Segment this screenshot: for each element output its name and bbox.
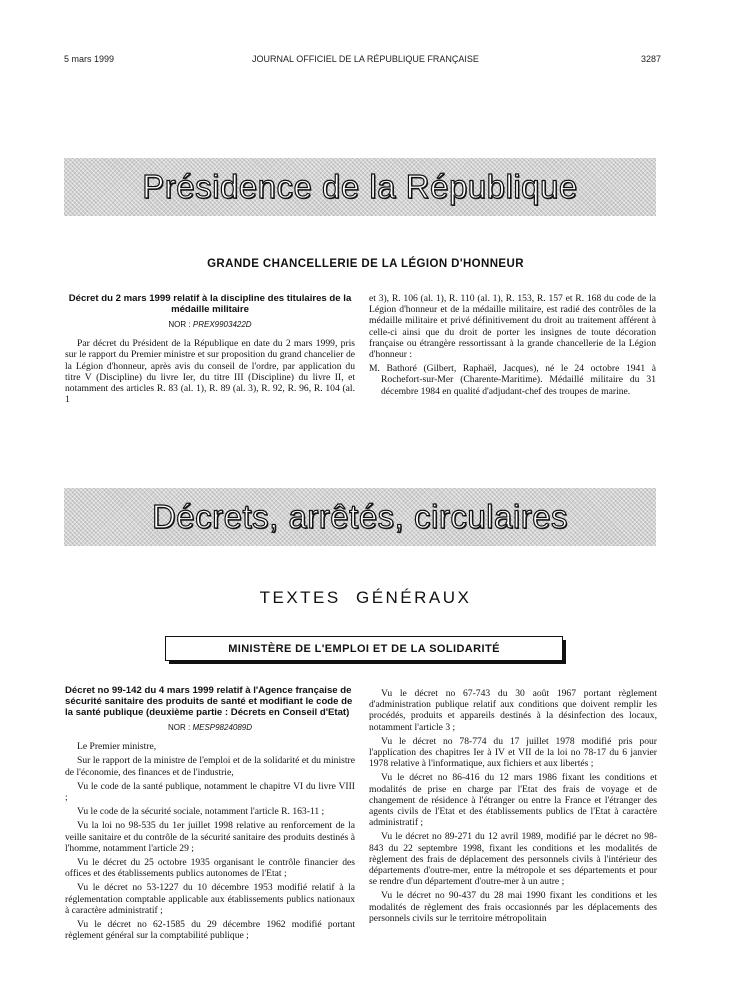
visa-paragraph: Vu la loi no 98-535 du 1er juillet 1998 relative au renforcement de la veille sanitaire et du contrôle de la sécurité sanitaire des produits destinés à l'homme, notamment l'article 29 ; <box>65 820 355 854</box>
visa-paragraph: Vu le décret no 86-416 du 12 mars 1986 fixant les conditions et modalités de prise en charge par l'Etat des frais de voyage et de changement de résidence à l'étranger ou entre la France et l'étranger des agents civils de l'Etat et des établissements publics de l'Etat à caractère administratif ; <box>369 772 657 829</box>
nor-code: PREX9903422D <box>192 320 252 329</box>
nor-code: MESP9824089D <box>192 723 253 732</box>
visa-paragraph: Vu le décret no 78-774 du 17 juillet 1978 modifié pris pour l'application des chapitres Ier à IV et VII de la loi no 78-17 du 6 janvier 1978 relative à l'informatique, aux fichiers et aux libertés ; <box>369 735 657 770</box>
decree-2-title: Décret no 99-142 du 4 mars 1999 relatif à l'Agence française de sécurité sanitaire des produits de santé et modifiant le code de la santé publique (deuxième partie : Décrets en Conseil d'Etat) <box>65 685 353 718</box>
banner-presidence: Présidence de la République <box>64 158 656 216</box>
visa-paragraph: Vu le décret no 90-437 du 28 mai 1990 fixant les conditions et les modalités de règlement des frais occasionnés par les déplacements des personnels civils sur le territoire métropolitain <box>369 890 657 924</box>
visa-paragraph: Vu le code de la santé publique, notamment le chapitre VI du livre VIII ; <box>65 780 355 804</box>
decree-1-nor <box>65 319 355 330</box>
visa-paragraph: Vu le décret no 62-1585 du 29 décembre 1962 modifié portant règlement général sur la comptabilité publique ; <box>65 919 355 942</box>
decree-1-paragraph: Par décret du Président de la République en date du 2 mars 1999, pris sur le rapport du Premier ministre et sur proposition du grand chancelier de la Légion d'honneur, après avis du conseil de l'ordre, par application du titre V (Discipline) du livre Ier, du titre III (Discipline) du livre II, et notamment des articles R. 83 (al. 1), R. 89 (al. 3), R. 92, R. 96, R. 104 (al. 1 <box>65 338 355 406</box>
decree-2-nor <box>65 722 355 733</box>
journal-title: JOURNAL OFFICIEL DE LA RÉPUBLIQUE FRANÇAISE <box>252 54 479 64</box>
visa-paragraph: Vu le décret no 53-1227 du 10 décembre 1953 modifié relatif à la réglementation comptable applicable aux établissements publics nationaux à caractère administratif ; <box>65 882 355 916</box>
section-title-legion-honneur: GRANDE CHANCELLERIE DE LA LÉGION D'HONNEUR <box>207 258 524 270</box>
generaux-word: GÉNÉRAUX <box>355 588 472 607</box>
decree-1-left-column <box>65 293 355 408</box>
textes-word: TEXTES <box>259 588 341 607</box>
visa-paragraph: Vu le code de la sécurité sociale, notamment l'article R. 163-11 ; <box>77 806 325 818</box>
decree-1-title: Décret du 2 mars 1999 relatif à la discipline des titulaires de la médaille militaire <box>68 293 352 315</box>
visa-paragraph: Vu le décret no 67-743 du 30 août 1967 portant règlement d'administration publique relatif aux conditions que doivent remplir les procédés, produits et appareils destinés à la désinfection des locaux, notamment l'article 3 ; <box>369 688 657 733</box>
banner-decrets: Décrets, arrêtés, circulaires <box>64 488 656 546</box>
nor-label: NOR : <box>168 320 191 329</box>
visa-paragraph: Vu le décret no 89-271 du 12 avril 1989, modifié par le décret no 98-843 du 22 septembre 1998, fixant les conditions et les modalités de règlement des frais de déplacement des personnels civils à l'intérieur des départements d'outre-mer, entre la métropole et ses départements et pour se rendre d'un département d'outre-mer à un autre ; <box>369 831 657 888</box>
decree-2-left-column <box>65 685 355 944</box>
decree-1-person: M. Bathoré (Gilbert, Raphaël, Jacques), né le 24 octobre 1941 à Rochefort-sur-Mer (Charente-Maritime). Médaillé militaire du 31 décembre 1984 en qualité d'adjudant-chef des troupes de marine. <box>369 363 656 397</box>
decree-1-paragraph-continued: et 3), R. 106 (al. 1), R. 110 (al. 1), R. 153, R. 157 et R. 168 du code de la Légion d'honneur et de la médaille militaire, est radié des contrôles de la médaille militaire et privé définitivement du droit au traitement afférent à celle-ci ainsi que du droit de porter les insignes de toute décoration française ou étrangère ressortissant à la grande chancellerie de la Légion d'honneur : <box>369 293 656 361</box>
visa-paragraph: Vu le décret du 25 octobre 1935 organisant le contrôle financier des offices et des établissements publics autonomes de l'Etat ; <box>65 857 355 880</box>
nor-label: NOR : <box>167 723 191 732</box>
ministry-box: MINISTÈRE DE L'EMPLOI ET DE LA SOLIDARITÉ <box>165 636 563 661</box>
decree-1-right-column <box>369 293 656 400</box>
page-number: 3287 <box>640 54 661 64</box>
decree-2-right-column <box>369 688 657 927</box>
header-date: 5 mars 1999 <box>64 54 115 64</box>
textes-generaux-heading <box>0 588 731 608</box>
visa-paragraph: Sur le rapport de la ministre de l'emploi et de la solidarité et du ministre de l'économie, des finances et de l'industrie, <box>65 755 355 778</box>
visa-paragraph: Le Premier ministre, <box>77 741 157 753</box>
